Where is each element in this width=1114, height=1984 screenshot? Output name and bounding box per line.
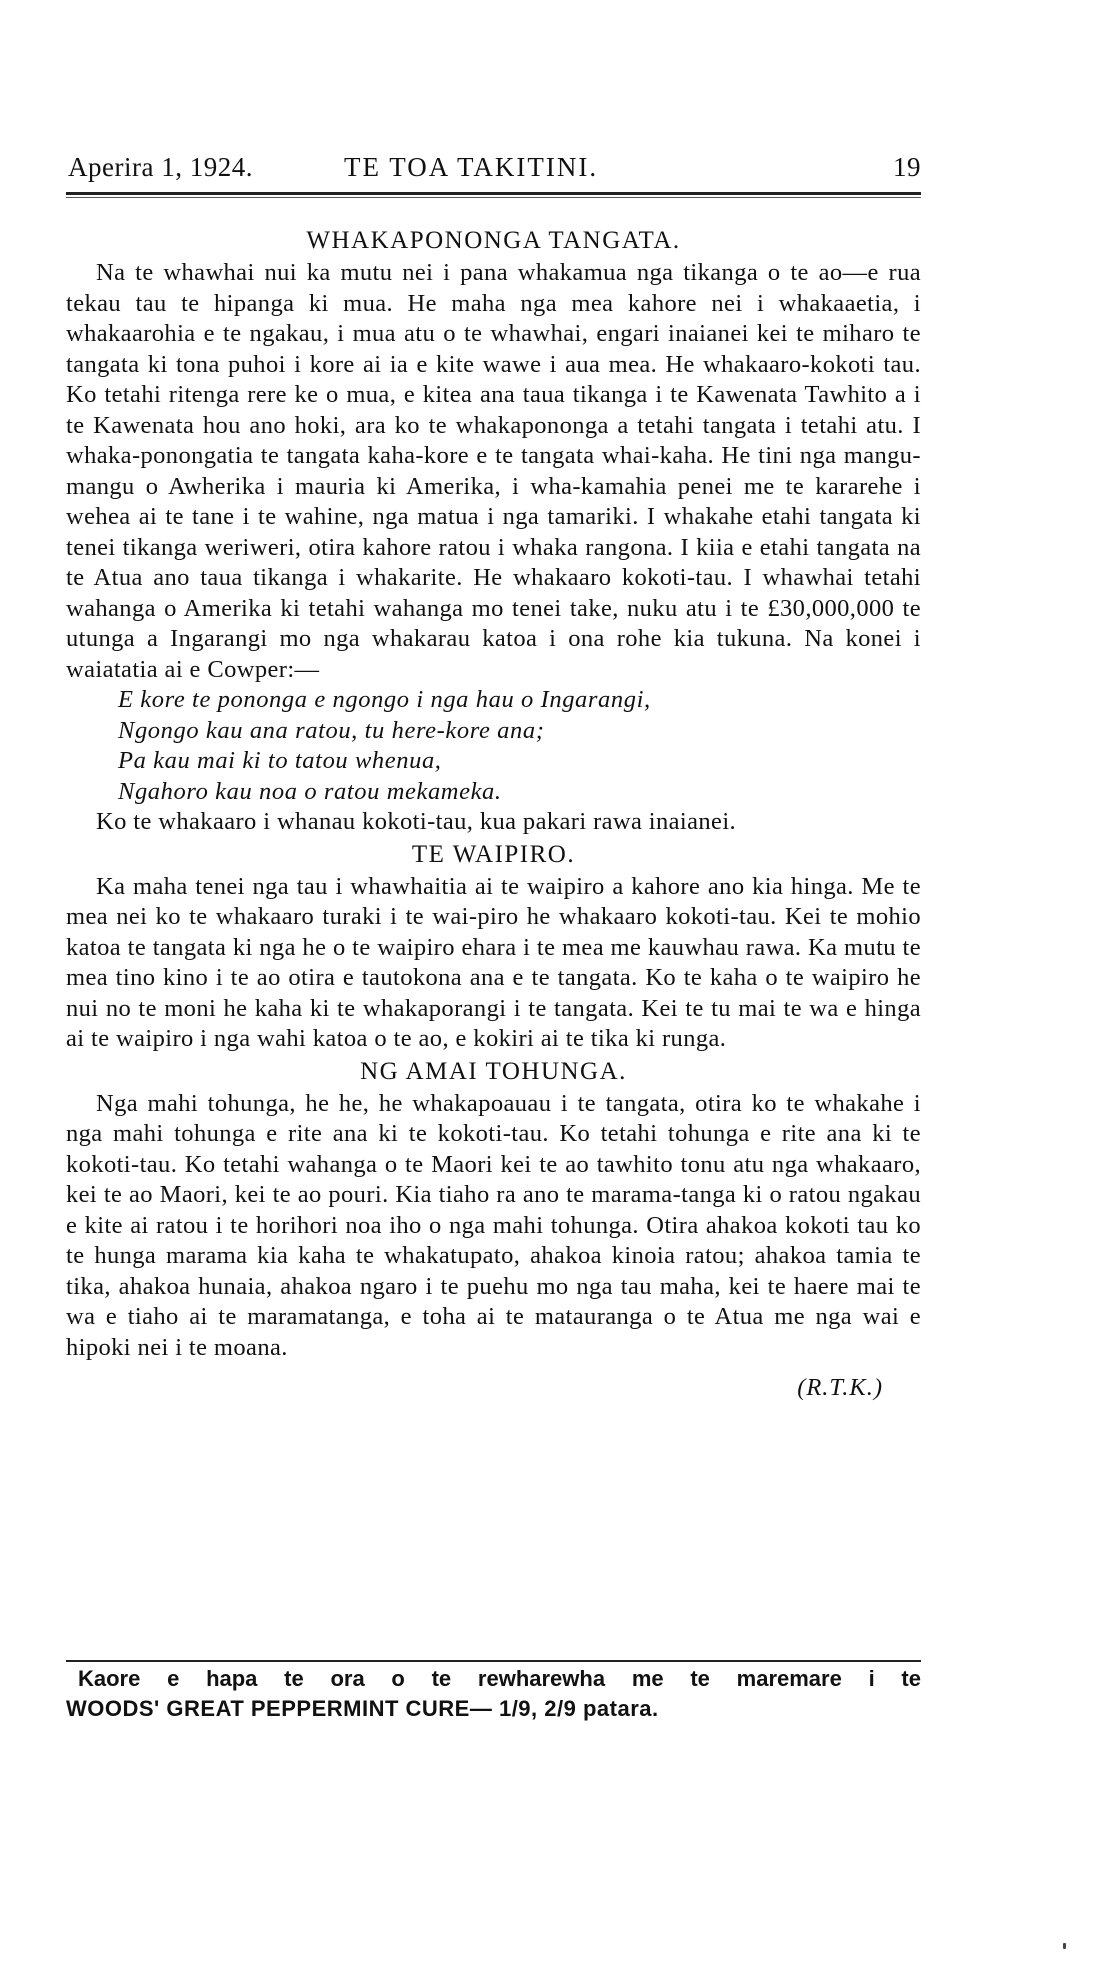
section-title-tohunga: NG AMAI TOHUNGA.: [360, 1057, 627, 1085]
advertisement-line-1: Kaore e hapa te ora o te rewharewha me te maremare i te: [78, 1666, 921, 1691]
cowper-poem: [66, 685, 921, 807]
issue-date: Aperira 1, 1924.: [68, 152, 253, 182]
header-rule-thin: [66, 197, 921, 198]
paragraph-waipiro: Ka maha tenei nga tau i whawhaitia ai te waipiro a kahore ano kia hinga. Me te mea nei ko te whakaaro turaki i te wai-piro he whakaaro kokoti-tau. Kei te mohio katoa te tangata ki nga he o te waipiro ehara i te mea me kauwhau rawa. Ka mutu te mea tino kino i te ao otira e tautokona ana e te tangata. Ko te kaha o te waipiro he nui no te moni he kaha ki te whakaporangi i te tangata. Kei te tu mai te wa e hinga ai te waipiro i nga wahi katoa o te ao, e kokiri ai te tika ki runga.: [66, 872, 921, 1052]
publication-title: TE TOA TAKITINI.: [344, 152, 599, 182]
advertisement: [66, 1664, 921, 1724]
advertisement-rule: [66, 1660, 921, 1662]
running-head: [68, 152, 921, 188]
poem-line: E kore te pononga e ngongo i nga hau o Ingarangi,: [118, 686, 651, 713]
section-title-whakapononga: WHAKAPONONGA TANGATA.: [306, 227, 681, 254]
poem-line: Ngongo kau ana ratou, tu here-kore ana;: [118, 716, 545, 744]
advertisement-line-2: WOODS' GREAT PEPPERMINT CURE— 1/9, 2/9 patara.: [66, 1696, 659, 1721]
poem-line: Ngahoro kau noa o ratou mekameka.: [118, 777, 502, 805]
paragraph-tohunga: Nga mahi tohunga, he he, he whakapoauau i te tangata, otira ko te whakahe i nga mahi tohunga e rite ana ki te kokoti-tau. Ko tetahi tohunga e rite ana ki te kokoti-tau. Ko tetahi wahanga o te Maori kei te ao tawhito tonu atu nga whakaaro, kei te ao Maori, kei te ao pouri. Kia tiaho ra ano te marama-tanga ki o ratou ngakau e kite ai ratou i te horihori noa iho o nga mahi tohunga. Otira ahakoa kokoti tau ko te hunga marama kia kaha te whakatupato, ahakoa kinoia ratou; ahakoa tamia te tika, ahakoa hunaia, ahakoa ngaro i te puehu mo nga tau maha, kei te haere mai te wa e tiaho ai te maramatanga, e toha ai te matauranga o te Atua me nga wai e hipoki nei i te moana.: [66, 1089, 921, 1361]
section-title-waipiro: TE WAIPIRO.: [411, 840, 576, 868]
print-speck: [1063, 1943, 1066, 1949]
article-body: [66, 226, 921, 1403]
author-signature: (R.T.K.): [797, 1374, 883, 1401]
poem-line: Pa kau mai ki to tatou whenua,: [118, 747, 442, 774]
paragraph-whakapononga-closing: Ko te whakaaro i whanau kokoti-tau, kua pakari rawa inaianei.: [96, 808, 737, 835]
header-rule: [66, 192, 921, 195]
paragraph-whakapononga: Na te whawhai nui ka mutu nei i pana whakamua nga tikanga o te ao—e rua tekau tau te hipanga ki mua. He maha nga mea kahore nei i whakaaetia, i whakaarohia e te ngakau, i mua atu o te whawhai, engari inaianei kei te miharo te tangata ki tona puhoi i kore ai ia e kite wawe i aua mea. He whakaaro-kokoti tau. Ko tetahi ritenga rere ke o mua, e kitea ana taua tikanga i te Kawenata Tawhito a i te Kawenata hou ano hoki, ara ko te whakapononga a tetahi tangata i tetahi atu. I whaka-ponongatia te tangata kaha-kore e te tangata whai-kaha. He tini nga mangu-mangu o Awherika i mauria ki Amerika, i wha-kamahia penei me te kararehe i wehea ai te tane i te wahine, nga matua i nga tamariki. I whakahe etahi tangata ki tenei tikanga weriweri, otira kahore ratou i whaka rangona. I kiia e etahi tangata na te Atua ano taua tikanga i whakarite. He whakaaro kokoti-tau. I whawhai tetahi wahanga o Amerika ki tetahi wahanga mo tenei take, nuku atu i te £30,000,000 te utunga a Ingarangi mo nga whakarau katoa i ona rohe kia tukuna. Na konei i waiatatia ai e Cowper:—: [66, 259, 921, 683]
page-number: 19: [893, 152, 921, 182]
